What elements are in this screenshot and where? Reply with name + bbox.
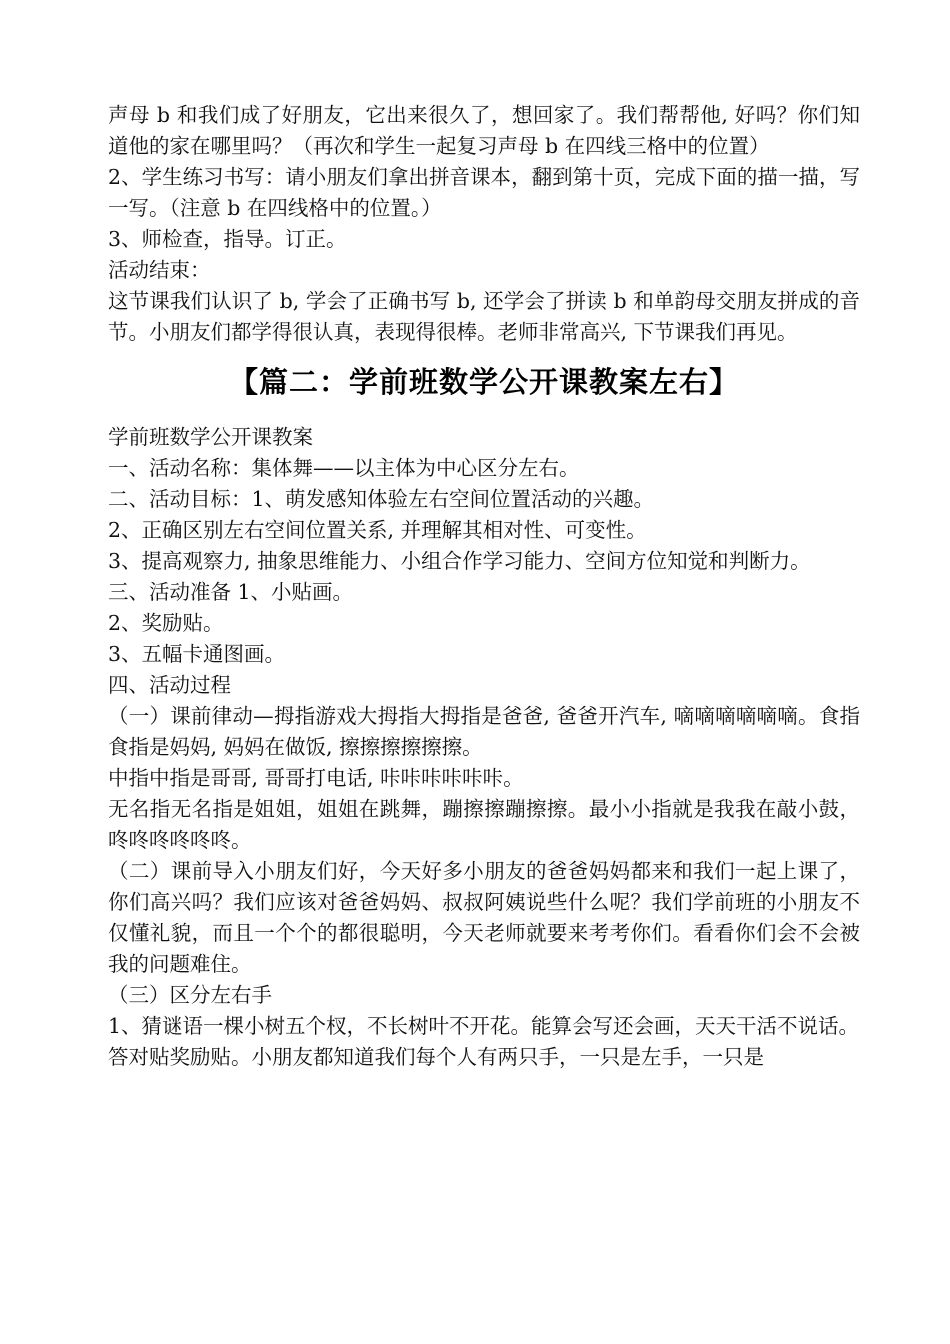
section-one xyxy=(108,100,860,348)
paragraph-left-right-hands: （三）区分左右手 xyxy=(108,983,272,1007)
paragraph-activity-name: 一、活动名称：集体舞——以主体为中心区分左右。 xyxy=(108,456,580,480)
paragraph-prep-3: 3、五幅卡通图画。 xyxy=(108,642,286,666)
paragraph-consonant-b-home: 声母 b 和我们成了好朋友，它出来很久了，想回家了。我们帮帮他, 好吗？你们知道他的家在哪里吗？（再次和学生一起复习声母 b 在四线三格中的位置） xyxy=(108,103,860,158)
paragraph-process-label: 四、活动过程 xyxy=(108,673,231,697)
section-heading: 【篇二：学前班数学公开课教案左右】 xyxy=(228,365,739,399)
paragraph-teacher-check: 3、师检查，指导。订正。 xyxy=(108,227,347,251)
paragraph-activity-goal-2: 2、正确区别左右空间位置关系, 并理解其相对性、可变性。 xyxy=(108,518,647,542)
paragraph-reward: 答对贴奖励贴。小朋友都知道我们每个人有两只手，一只是左手，一只是 xyxy=(108,1045,764,1069)
paragraph-middle-finger: 中指中指是哥哥, 哥哥打电话, 咔咔咔咔咔咔。 xyxy=(108,766,524,790)
document-page xyxy=(108,100,860,1073)
paragraph-ring-finger: 无名指无名指是姐姐，姐姐在跳舞，蹦擦擦蹦擦擦。最小小指就是我我在敲小鼓，咚咚咚咚咚咚。 xyxy=(108,797,860,852)
paragraph-lesson-title: 学前班数学公开课教案 xyxy=(108,425,313,449)
paragraph-activity-goal-3: 3、提高观察力, 抽象思维能力、小组合作学习能力、空间方位知觉和判断力。 xyxy=(108,549,811,573)
paragraph-finger-rhythm: （一）课前律动—拇指游戏大拇指大拇指是爸爸, 爸爸开汽车, 嘀嘀嘀嘀嘀嘀。食指食指是妈妈, 妈妈在做饭, 擦擦擦擦擦擦。 xyxy=(108,704,860,759)
paragraph-lesson-summary: 这节课我们认识了 b, 学会了正确书写 b, 还学会了拼读 b 和单韵母交朋友拼成的音节。小朋友们都学得很认真，表现得很棒。老师非常高兴, 下节课我们再见。 xyxy=(108,289,860,344)
paragraph-activity-end-label: 活动结束： xyxy=(108,258,211,282)
paragraph-activity-goal-1: 二、活动目标：1、萌发感知体验左右空间位置活动的兴趣。 xyxy=(108,487,655,511)
section-two xyxy=(108,422,860,1073)
paragraph-riddle: 1、猜谜语一棵小树五个杈，不长树叶不开花。能算会写还会画，天天干活不说话。 xyxy=(108,1014,860,1038)
paragraph-prep-2: 2、奖励贴。 xyxy=(108,611,224,635)
paragraph-writing-practice: 2、学生练习书写：请小朋友们拿出拼音课本，翻到第十页，完成下面的描一描，写一写。（注意 b 在四线格中的位置。） xyxy=(108,165,860,220)
paragraph-prep-1: 三、活动准备 1、小贴画。 xyxy=(108,580,354,604)
paragraph-lesson-intro: （二）课前导入小朋友们好，今天好多小朋友的爸爸妈妈都来和我们一起上课了，你们高兴吗？我们应该对爸爸妈妈、叔叔阿姨说些什么呢？我们学前班的小朋友不仅懂礼貌，而且一个个的都很聪明，今天老师就要来考考你们。看看你们会不会被我的问题难住。 xyxy=(108,859,860,976)
